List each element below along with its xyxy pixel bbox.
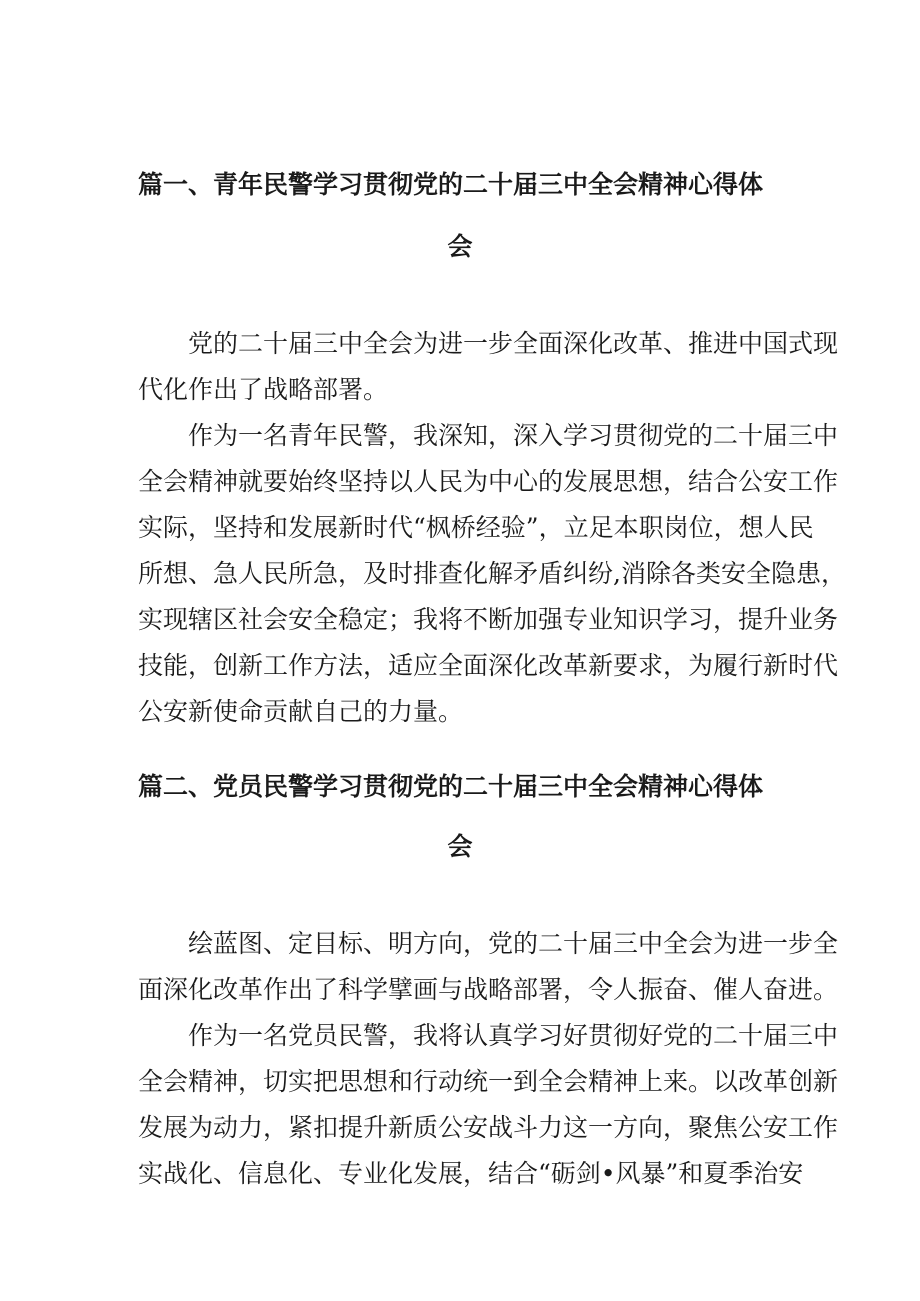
- section-2-paragraph-1: [138, 921, 839, 1013]
- section-1-paragraph-1: [138, 321, 839, 413]
- section-2-heading: 篇二、党员民警学习贯彻党的二十届三中全会精神心得体: [138, 772, 764, 801]
- text-line: 发展为动力，紧扣提升新质公安战斗力这一方向，聚焦公安工作: [138, 1113, 839, 1142]
- text-line: 党的二十届三中全会为进一步全面深化改革、推进中国式现: [188, 329, 839, 358]
- text-line: 作为一名党员民警，我将认真学习好贯彻好党的二十届三中: [188, 1021, 839, 1050]
- text-line: 公安新使命贡献自己的力量。: [138, 697, 464, 726]
- text-line: 实际，坚持和发展新时代“枫桥经验”，立足本职岗位，想人民: [138, 513, 814, 542]
- text-line: 实现辖区社会安全稳定；我将不断加强专业知识学习，提升业务: [138, 605, 839, 634]
- text-line: 代化作出了战略部署。: [138, 375, 389, 404]
- section-2-paragraph-2: [138, 1013, 839, 1197]
- text-line: 绘蓝图、定目标、明方向，党的二十届三中全会为进一步全: [188, 929, 839, 958]
- text-line: 作为一名青年民警，我深知，深入学习贯彻党的二十届三中: [188, 421, 839, 450]
- text-line: 技能，创新工作方法，适应全面深化改革新要求，为履行新时代: [138, 651, 839, 680]
- section-1-paragraph-2: [138, 413, 846, 735]
- text-line: 面深化改革作出了科学擘画与战略部署，令人振奋、催人奋进。: [138, 975, 839, 1004]
- text-line: 实战化、信息化、专业化发展，结合“砺剑•风暴”和夏季治安: [138, 1159, 804, 1188]
- text-line: 全会精神，切实把思想和行动统一到全会精神上来。以改革创新: [138, 1067, 839, 1096]
- text-line: 全会精神就要始终坚持以人民为中心的发展思想，结合公安工作: [138, 467, 839, 496]
- text-line: 所想、急人民所急，及时排查化解矛盾纠纷,消除各类安全隐患，: [138, 559, 846, 588]
- section-1-heading: 篇一、青年民警学习贯彻党的二十届三中全会精神心得体: [138, 170, 764, 199]
- section-2-heading-continued: 会: [447, 832, 473, 861]
- section-1-heading-continued: 会: [447, 232, 473, 261]
